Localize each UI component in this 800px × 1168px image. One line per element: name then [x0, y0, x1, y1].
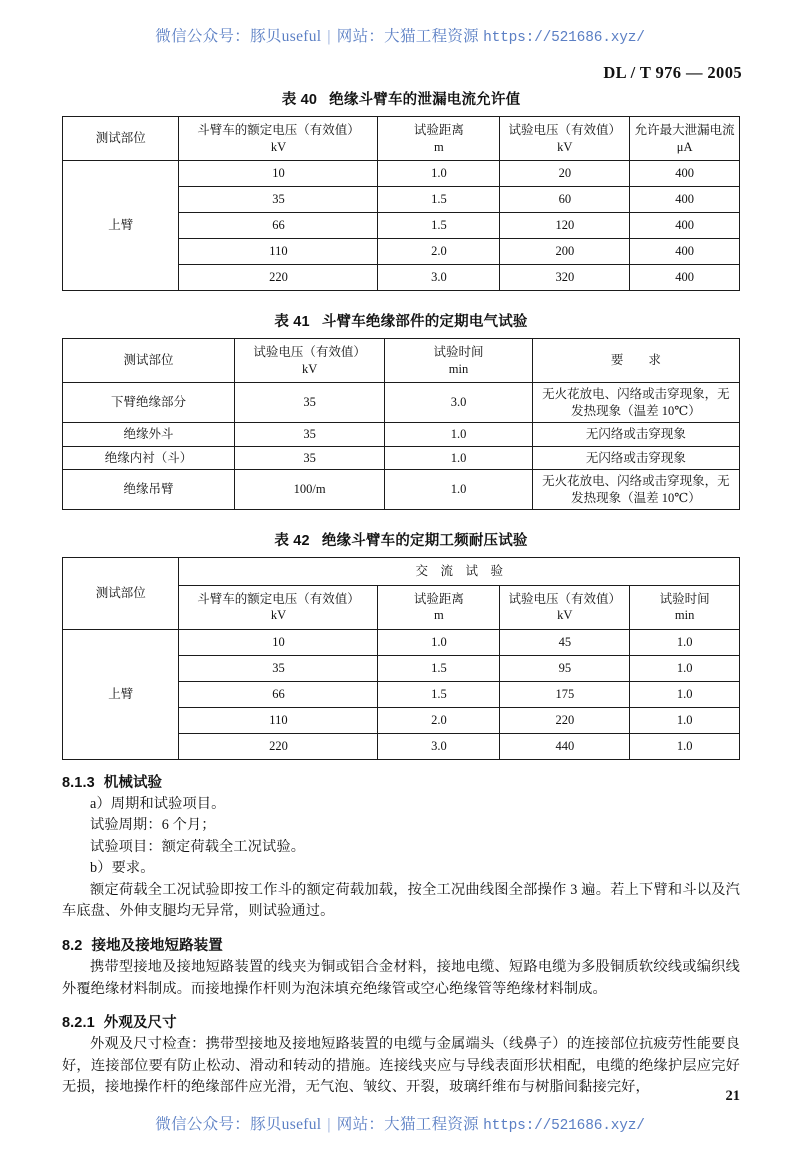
table40-cell-r0c1: 1.0 — [378, 161, 500, 187]
table42-cell-r4c2: 440 — [500, 733, 630, 759]
section-title-8-1-3: 机械试验 — [103, 774, 163, 791]
table42-cell-r3c0: 110 — [179, 707, 378, 733]
watermark-separator: | — [327, 28, 331, 45]
table41-cell-r0c2: 3.0 — [385, 383, 533, 423]
table40-cell-r4c1: 3.0 — [378, 265, 500, 291]
table42-title — [62, 529, 740, 550]
table42-caption: 绝缘斗臂车的定期工频耐压试验 — [321, 533, 528, 549]
table40-cell-r1c1: 1.5 — [378, 187, 500, 213]
section-heading-8-2-1 — [62, 1011, 740, 1032]
table40-cell-r4c0: 220 — [179, 265, 378, 291]
watermark-wechat-label: 微信公众号：豚贝useful — [155, 1116, 322, 1133]
section-title-8-2: 接地及接地短路装置 — [91, 937, 223, 954]
table-row — [63, 470, 740, 510]
table41-cell-r2c0: 绝缘内衬（斗） — [63, 446, 235, 470]
table42-cell-r0c0: 10 — [179, 629, 378, 655]
table41-header-cell-0: 测试部位 — [63, 339, 235, 383]
table40-cell-r2c2: 120 — [500, 213, 630, 239]
watermark-url: https://521686.xyz/ — [483, 1118, 645, 1134]
section-number-8-1-3: 8.1.3 — [62, 774, 95, 791]
paragraph-8-1-3-cycle: 试验周期：6 个月； — [90, 817, 216, 834]
table42-header-cell-3: 试验电压（有效值） kV — [500, 585, 630, 629]
table41-cell-r3c2: 1.0 — [385, 470, 533, 510]
table42-cell-r4c3: 1.0 — [630, 733, 740, 759]
table40-cell-r3c2: 200 — [500, 239, 630, 265]
table42-group-header: 交 流 试 验 — [179, 558, 740, 586]
table40-label: 表 40 — [281, 92, 318, 108]
table41-cell-r1c1: 35 — [234, 423, 384, 447]
watermark-bottom — [0, 1112, 800, 1134]
paragraph-8-2-body: 携带型接地及接地短路装置的线夹为铜或铝合金材料，接地电缆、短路电缆为多股铜质软绞线或编织线外覆绝缘材料制成。而接地操作杆则为泡沫填充绝缘管或空心绝缘管等绝缘材料制成。 — [62, 958, 740, 997]
table41-cell-r0c1: 35 — [234, 383, 384, 423]
table41-cell-r0c0: 下臂绝缘部分 — [63, 383, 235, 423]
table41-header-cell-2: 试验时间 min — [385, 339, 533, 383]
watermark-top — [0, 24, 800, 46]
table40-cell-r1c0: 35 — [179, 187, 378, 213]
watermark-wechat-label: 微信公众号：豚贝useful — [155, 28, 322, 45]
table41-title — [62, 310, 740, 331]
table42-cell-r3c2: 220 — [500, 707, 630, 733]
table-row — [63, 161, 740, 187]
table42-header-cell-2: 试验距离 m — [378, 585, 500, 629]
standard-number: DL / T 976 — 2005 — [603, 63, 742, 82]
section-number-8-2: 8.2 — [62, 937, 83, 954]
table40-header-cell-0: 测试部位 — [63, 117, 179, 161]
watermark-url: https://521686.xyz/ — [483, 30, 645, 46]
table40-cell-r1c3: 400 — [630, 187, 740, 213]
paragraph-8-1-3-b: b）要求。 — [90, 860, 155, 877]
table41-header-cell-3: 要 求 — [532, 339, 739, 383]
table41-label: 表 41 — [274, 314, 310, 330]
table42-rowgroup-label: 上臂 — [63, 629, 179, 759]
paragraph-8-1-3-body: 额定荷载全工况试验即按工作斗的额定荷载加载，按全工况曲线图全部操作 3 遍。若上下臂和斗以及汽车底盘、外伸支腿均无异常，则试验通过。 — [62, 881, 740, 920]
document-content — [62, 88, 740, 1099]
table42-header-cell-0: 测试部位 — [63, 558, 179, 630]
table40-cell-r2c1: 1.5 — [378, 213, 500, 239]
watermark-separator: | — [327, 1116, 331, 1133]
table42-cell-r3c1: 2.0 — [378, 707, 500, 733]
table41-cell-r3c0: 绝缘吊臂 — [63, 470, 235, 510]
table41-cell-r0c3: 无火花放电、闪络或击穿现象，无发热现象（温差 10℃） — [532, 383, 739, 423]
table42-cell-r1c2: 95 — [500, 655, 630, 681]
table42-header-cell-4: 试验时间 min — [630, 585, 740, 629]
table40-cell-r0c3: 400 — [630, 161, 740, 187]
table40-cell-r4c2: 320 — [500, 265, 630, 291]
table41-header-row — [63, 339, 740, 383]
paragraph-8-2-1-body: 外观及尺寸检查：携带型接地及接地短路装置的电缆与金属端头（线鼻子）的连接部位抗疲劳性能要良好，连接部位要有防止松动、滑动和转动的措施。连接线夹应与导线表面形状相配，电缆的绝缘护层应完好无损，接地操作杆的绝缘部件应光滑，无气泡、皱纹、开裂，玻璃纤维布与树脂间黏接完好， — [62, 1036, 740, 1096]
table42-group-header-row — [63, 558, 740, 586]
table40-header-cell-3: 试验电压（有效值） kV — [500, 117, 630, 161]
table42-cell-r2c2: 175 — [500, 681, 630, 707]
section-heading-8-2 — [62, 934, 740, 955]
table41-cell-r3c1: 100/m — [234, 470, 384, 510]
table42-label: 表 42 — [274, 533, 310, 549]
table-row — [63, 629, 740, 655]
table42-cell-r1c3: 1.0 — [630, 655, 740, 681]
table40-cell-r3c0: 110 — [179, 239, 378, 265]
table-row — [63, 423, 740, 447]
watermark-site-label: 网站：大猫工程资源 — [336, 1116, 479, 1133]
table40-cell-r2c3: 400 — [630, 213, 740, 239]
table40-cell-r3c3: 400 — [630, 239, 740, 265]
table41-cell-r2c2: 1.0 — [385, 446, 533, 470]
table40-rowgroup-label: 上臂 — [63, 161, 179, 291]
section-title-8-2-1: 外观及尺寸 — [103, 1015, 177, 1032]
section-number-8-2-1: 8.2.1 — [62, 1015, 95, 1032]
table41-cell-r2c1: 35 — [234, 446, 384, 470]
table40 — [62, 116, 740, 291]
table40-cell-r0c2: 20 — [500, 161, 630, 187]
table41 — [62, 338, 740, 510]
table42-cell-r4c0: 220 — [179, 733, 378, 759]
table42-cell-r2c1: 1.5 — [378, 681, 500, 707]
table40-header-cell-4: 允许最大泄漏电流 μA — [630, 117, 740, 161]
table42 — [62, 557, 740, 760]
table42-cell-r0c1: 1.0 — [378, 629, 500, 655]
table41-caption: 斗臂车绝缘部件的定期电气试验 — [321, 314, 528, 330]
table-row — [63, 383, 740, 423]
page-number: 21 — [725, 1088, 740, 1104]
table41-cell-r1c2: 1.0 — [385, 423, 533, 447]
table40-header-cell-1: 斗臂车的额定电压（有效值） kV — [179, 117, 378, 161]
table40-header-row — [63, 117, 740, 161]
table40-cell-r2c0: 66 — [179, 213, 378, 239]
table42-header-cell-1: 斗臂车的额定电压（有效值） kV — [179, 585, 378, 629]
watermark-site-label: 网站：大猫工程资源 — [336, 28, 479, 45]
table41-cell-r3c3: 无火花放电、闪络或击穿现象，无发热现象（温差 10℃） — [532, 470, 739, 510]
section-heading-8-1-3 — [62, 771, 740, 792]
table41-cell-r1c3: 无闪络或击穿现象 — [532, 423, 739, 447]
table42-cell-r3c3: 1.0 — [630, 707, 740, 733]
table40-header-cell-2: 试验距离 m — [378, 117, 500, 161]
table41-header-cell-1: 试验电压（有效值） kV — [234, 339, 384, 383]
table42-cell-r0c2: 45 — [500, 629, 630, 655]
paragraph-8-1-3-items: 试验项目：额定荷载全工况试验。 — [90, 838, 306, 855]
table40-cell-r4c3: 400 — [630, 265, 740, 291]
table40-caption: 绝缘斗臂车的泄漏电流允许值 — [329, 92, 521, 108]
table41-cell-r2c3: 无闪络或击穿现象 — [532, 446, 739, 470]
table42-cell-r0c3: 1.0 — [630, 629, 740, 655]
table41-cell-r1c0: 绝缘外斗 — [63, 423, 235, 447]
table40-cell-r3c1: 2.0 — [378, 239, 500, 265]
table42-cell-r2c3: 1.0 — [630, 681, 740, 707]
table40-title — [62, 88, 740, 109]
paragraph-8-1-3-a: a）周期和试验项目。 — [90, 795, 226, 812]
table40-cell-r0c0: 10 — [179, 161, 378, 187]
table42-cell-r4c1: 3.0 — [378, 733, 500, 759]
table40-cell-r1c2: 60 — [500, 187, 630, 213]
table42-cell-r2c0: 66 — [179, 681, 378, 707]
table42-cell-r1c1: 1.5 — [378, 655, 500, 681]
table42-cell-r1c0: 35 — [179, 655, 378, 681]
table-row — [63, 446, 740, 470]
